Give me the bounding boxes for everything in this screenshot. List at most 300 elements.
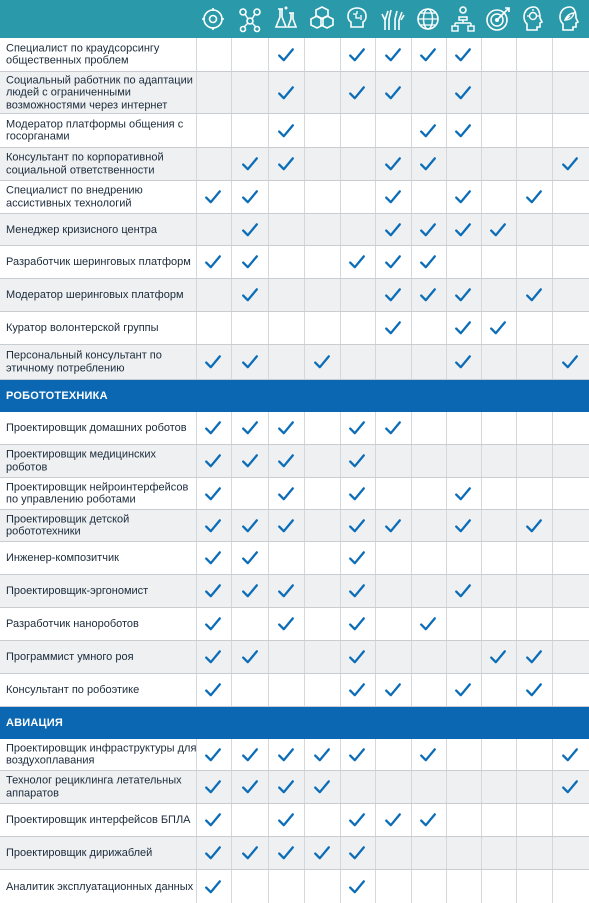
checkmark-icon: [454, 221, 472, 239]
table-row: [0, 674, 589, 707]
column-divider: [411, 345, 412, 379]
checkmark-icon: [277, 778, 295, 796]
table-row: [0, 445, 589, 478]
profession-label: Программист умного роя: [6, 650, 134, 663]
table-row: [0, 279, 589, 312]
column-divider: [375, 739, 376, 770]
column-divider: [340, 510, 341, 541]
column-divider: [446, 608, 447, 640]
column-divider: [481, 246, 482, 278]
column-divider: [446, 246, 447, 278]
column-divider: [231, 214, 232, 245]
column-divider: [446, 837, 447, 869]
checkmark-icon: [419, 253, 437, 271]
checkmark-icon: [454, 517, 472, 535]
column-divider: [516, 641, 517, 673]
brain-gear-icon: [199, 4, 227, 34]
column-divider: [304, 739, 305, 770]
column-divider: [340, 148, 341, 180]
column-divider: [268, 181, 269, 213]
checkmark-icon: [384, 155, 402, 173]
profession-label: Инженер-композитчик: [6, 551, 119, 564]
checkmark-icon: [241, 648, 259, 666]
column-divider: [268, 148, 269, 180]
header-bar: [0, 0, 589, 38]
column-divider: [552, 837, 553, 869]
checkmark-icon: [241, 778, 259, 796]
column-divider: [552, 608, 553, 640]
checkmark-icon: [384, 46, 402, 64]
checkmark-icon: [454, 681, 472, 699]
column-divider: [340, 345, 341, 379]
cubes-icon: [308, 4, 336, 34]
checkmark-icon: [348, 648, 366, 666]
column-divider: [446, 641, 447, 673]
checkmark-icon: [204, 549, 222, 567]
column-divider: [446, 510, 447, 541]
table-row: [0, 246, 589, 279]
column-divider: [446, 445, 447, 477]
column-divider: [268, 837, 269, 869]
checkmark-icon: [241, 221, 259, 239]
checkmark-icon: [241, 188, 259, 206]
checkmark-icon: [204, 811, 222, 829]
column-divider: [552, 445, 553, 477]
column-divider: [552, 870, 553, 903]
column-divider: [304, 674, 305, 706]
column-divider: [375, 181, 376, 213]
column-divider: [340, 72, 341, 113]
column-divider: [411, 148, 412, 180]
checkmark-icon: [348, 517, 366, 535]
column-divider: [375, 445, 376, 477]
checkmark-icon: [561, 746, 579, 764]
checkmark-icon: [525, 517, 543, 535]
column-divider: [268, 608, 269, 640]
column-divider: [231, 575, 232, 607]
column-divider: [375, 837, 376, 869]
table-row: [0, 837, 589, 870]
table-row: [0, 608, 589, 641]
column-divider: [552, 38, 553, 71]
column-divider: [552, 246, 553, 278]
column-divider: [516, 114, 517, 147]
column-divider: [411, 542, 412, 574]
column-divider: [268, 114, 269, 147]
column-divider: [411, 674, 412, 706]
column-divider: [552, 510, 553, 541]
checkmark-icon: [348, 844, 366, 862]
column-divider: [411, 38, 412, 71]
column-divider: [481, 412, 482, 444]
checkmark-icon: [313, 778, 331, 796]
column-divider: [340, 804, 341, 836]
column-divider: [552, 72, 553, 113]
column-divider: [552, 804, 553, 836]
column-divider: [411, 575, 412, 607]
column-divider: [516, 246, 517, 278]
column-divider: [268, 575, 269, 607]
column-divider: [446, 72, 447, 113]
checkmark-icon: [348, 615, 366, 633]
column-divider: [552, 214, 553, 245]
checkmark-icon: [525, 648, 543, 666]
column-divider: [340, 739, 341, 770]
checkmark-icon: [204, 253, 222, 271]
column-divider: [340, 542, 341, 574]
column-divider: [552, 674, 553, 706]
column-divider: [340, 641, 341, 673]
checkmark-icon: [241, 549, 259, 567]
column-divider: [552, 114, 553, 147]
checkmark-icon: [241, 517, 259, 535]
lightbulb-head-icon: [520, 4, 548, 34]
column-divider: [340, 246, 341, 278]
section-header: [0, 707, 589, 739]
checkmark-icon: [204, 582, 222, 600]
checkmark-icon: [313, 353, 331, 371]
checkmark-icon: [384, 419, 402, 437]
profession-label: Модератор шеринговых платформ: [6, 288, 184, 301]
column-divider: [304, 870, 305, 903]
profession-label: Разработчик шеринговых платформ: [6, 255, 191, 268]
column-divider: [268, 72, 269, 113]
checkmark-icon: [241, 353, 259, 371]
column-divider: [516, 608, 517, 640]
checkmark-icon: [204, 878, 222, 896]
column-divider: [481, 608, 482, 640]
column-divider: [481, 542, 482, 574]
profession-label: Проектировщик нейроинтерфейсов по управлению роботами: [6, 481, 189, 506]
table-row: [0, 312, 589, 345]
table-row: [0, 641, 589, 674]
column-divider: [552, 771, 553, 803]
checkmark-icon: [204, 419, 222, 437]
column-divider: [268, 445, 269, 477]
column-divider: [304, 214, 305, 245]
section-title: АВИАЦИЯ: [6, 717, 63, 729]
column-divider: [268, 279, 269, 311]
checkmark-icon: [525, 188, 543, 206]
column-divider: [411, 214, 412, 245]
column-divider: [304, 608, 305, 640]
column-divider: [446, 312, 447, 344]
column-divider: [552, 345, 553, 379]
column-divider: [304, 510, 305, 541]
column-divider: [375, 804, 376, 836]
checkmark-icon: [313, 746, 331, 764]
column-divider: [516, 312, 517, 344]
column-divider: [340, 870, 341, 903]
table-row: [0, 148, 589, 181]
column-divider: [340, 312, 341, 344]
checkmark-icon: [204, 353, 222, 371]
checkmark-icon: [277, 485, 295, 503]
checkmark-icon: [384, 253, 402, 271]
column-divider: [304, 575, 305, 607]
column-divider: [340, 445, 341, 477]
column-divider: [481, 445, 482, 477]
column-divider: [340, 608, 341, 640]
section-title: РОБОТОТЕХНИКА: [6, 390, 108, 402]
column-divider: [304, 246, 305, 278]
column-divider: [304, 771, 305, 803]
profession-label: Проектировщик-эргономист: [6, 584, 149, 597]
column-divider: [304, 181, 305, 213]
checkmark-icon: [561, 353, 579, 371]
network-nodes-icon: [236, 4, 264, 34]
checkmark-icon: [561, 155, 579, 173]
column-divider: [231, 542, 232, 574]
column-divider: [481, 674, 482, 706]
column-divider: [304, 114, 305, 147]
column-divider: [304, 148, 305, 180]
table-row: [0, 38, 589, 72]
column-divider: [231, 674, 232, 706]
column-divider: [516, 38, 517, 71]
column-divider: [340, 38, 341, 71]
column-divider: [481, 72, 482, 113]
column-divider: [481, 804, 482, 836]
column-divider: [516, 575, 517, 607]
checkmark-icon: [277, 517, 295, 535]
column-divider: [552, 575, 553, 607]
column-divider: [516, 72, 517, 113]
column-divider: [231, 837, 232, 869]
column-divider: [481, 345, 482, 379]
checkmark-icon: [454, 582, 472, 600]
column-divider: [375, 478, 376, 509]
profession-label: Проектировщик медицинских роботов: [6, 448, 156, 473]
checkmark-icon: [204, 648, 222, 666]
column-divider: [340, 575, 341, 607]
column-divider: [268, 510, 269, 541]
column-divider: [268, 345, 269, 379]
column-divider: [304, 837, 305, 869]
checkmark-icon: [348, 878, 366, 896]
checkmark-icon: [204, 188, 222, 206]
column-divider: [375, 412, 376, 444]
column-divider: [375, 38, 376, 71]
profession-label: Консультант по робоэтике: [6, 683, 140, 696]
checkmark-icon: [277, 84, 295, 102]
checkmark-icon: [419, 122, 437, 140]
column-divider: [411, 445, 412, 477]
profession-label: Персональный консультант по этичному потреблению: [6, 349, 162, 374]
column-divider: [268, 312, 269, 344]
column-divider: [411, 804, 412, 836]
table-row: [0, 575, 589, 608]
checkmark-icon: [348, 811, 366, 829]
column-divider: [231, 279, 232, 311]
column-divider: [446, 542, 447, 574]
column-divider: [304, 478, 305, 509]
checkmark-icon: [419, 746, 437, 764]
column-divider: [481, 575, 482, 607]
checkmark-icon: [561, 778, 579, 796]
column-divider: [411, 114, 412, 147]
column-divider: [411, 246, 412, 278]
column-divider: [552, 739, 553, 770]
column-divider: [375, 641, 376, 673]
checkmark-icon: [204, 778, 222, 796]
checkmark-icon: [419, 286, 437, 304]
column-divider: [340, 837, 341, 869]
profession-label: Модератор платформы общения с госорганами: [6, 118, 184, 143]
checkmark-icon: [313, 844, 331, 862]
column-divider: [446, 279, 447, 311]
checkmark-icon: [384, 681, 402, 699]
column-divider: [516, 279, 517, 311]
column-divider: [411, 608, 412, 640]
column-divider: [231, 478, 232, 509]
column-divider: [516, 478, 517, 509]
column-divider: [481, 739, 482, 770]
column-divider: [481, 181, 482, 213]
checkmark-icon: [348, 419, 366, 437]
checkmark-icon: [384, 286, 402, 304]
profession-label: Проектировщик дирижаблей: [6, 846, 153, 859]
column-divider: [375, 771, 376, 803]
column-divider: [231, 345, 232, 379]
checkmark-icon: [277, 122, 295, 140]
column-divider: [231, 804, 232, 836]
table-row: [0, 510, 589, 542]
column-divider: [516, 148, 517, 180]
column-divider: [516, 674, 517, 706]
checkmark-icon: [348, 253, 366, 271]
column-divider: [516, 804, 517, 836]
profession-label: Куратор волонтерской группы: [6, 321, 159, 334]
column-divider: [231, 72, 232, 113]
profession-label: Социальный работник по адаптации людей с ограниченными возможностями через интернет: [6, 73, 193, 111]
checkmark-icon: [489, 221, 507, 239]
checkmark-icon: [384, 319, 402, 337]
checkmark-icon: [419, 46, 437, 64]
column-divider: [375, 870, 376, 903]
checkmark-icon: [489, 648, 507, 666]
column-divider: [411, 771, 412, 803]
column-divider: [516, 771, 517, 803]
column-divider: [411, 279, 412, 311]
table-row: [0, 771, 589, 804]
profession-label: Технолог рециклинга летательных аппаратов: [6, 774, 182, 799]
column-divider: [516, 510, 517, 541]
column-divider: [231, 38, 232, 71]
column-divider: [446, 38, 447, 71]
column-divider: [304, 312, 305, 344]
column-divider: [411, 181, 412, 213]
column-divider: [481, 279, 482, 311]
column-divider: [481, 771, 482, 803]
checkmark-icon: [241, 419, 259, 437]
column-divider: [375, 72, 376, 113]
checkmark-icon: [419, 811, 437, 829]
table-row: [0, 478, 589, 510]
checkmark-icon: [277, 582, 295, 600]
column-divider: [446, 771, 447, 803]
column-divider: [231, 412, 232, 444]
column-divider: [481, 148, 482, 180]
checkmark-icon: [241, 155, 259, 173]
column-divider: [231, 246, 232, 278]
checkmark-icon: [204, 615, 222, 633]
column-divider: [411, 412, 412, 444]
checkmark-icon: [489, 319, 507, 337]
column-divider: [304, 345, 305, 379]
column-divider: [268, 542, 269, 574]
column-divider: [516, 445, 517, 477]
column-divider: [375, 575, 376, 607]
column-divider: [231, 445, 232, 477]
column-divider: [304, 412, 305, 444]
table-row: [0, 739, 589, 771]
checkmark-icon: [454, 353, 472, 371]
column-divider: [375, 542, 376, 574]
checkmark-icon: [384, 811, 402, 829]
column-divider: [481, 641, 482, 673]
column-divider: [375, 214, 376, 245]
checkmark-icon: [277, 155, 295, 173]
flowchart-person-icon: [449, 4, 477, 34]
profession-label: Специалист по краудсорсингу общественных проблем: [6, 42, 160, 67]
column-divider: [552, 542, 553, 574]
table-row: [0, 181, 589, 214]
checkmark-icon: [241, 844, 259, 862]
column-divider: [340, 478, 341, 509]
profession-label: Консультант по корпоративной социальной ответственности: [6, 151, 164, 176]
column-divider: [268, 246, 269, 278]
column-divider: [304, 38, 305, 71]
checkmark-icon: [241, 452, 259, 470]
brain-circuit-icon: [343, 4, 371, 34]
table-row: [0, 804, 589, 837]
column-divider: [446, 674, 447, 706]
column-divider: [516, 214, 517, 245]
checkmark-icon: [348, 582, 366, 600]
column-divider: [411, 739, 412, 770]
column-divider: [446, 181, 447, 213]
checkmark-icon: [204, 746, 222, 764]
checkmark-icon: [454, 84, 472, 102]
checkmark-icon: [454, 286, 472, 304]
column-divider: [268, 214, 269, 245]
checkmark-icon: [277, 811, 295, 829]
column-divider: [516, 739, 517, 770]
column-divider: [446, 870, 447, 903]
column-divider: [268, 412, 269, 444]
column-divider: [446, 345, 447, 379]
column-divider: [304, 445, 305, 477]
column-divider: [481, 837, 482, 869]
checkmark-icon: [454, 319, 472, 337]
column-divider: [481, 510, 482, 541]
column-divider: [268, 870, 269, 903]
checkmark-icon: [204, 681, 222, 699]
checkmark-icon: [277, 419, 295, 437]
checkmark-icon: [525, 286, 543, 304]
profession-label: Разработчик нанороботов: [6, 617, 139, 630]
column-divider: [552, 641, 553, 673]
column-divider: [446, 114, 447, 147]
column-divider: [340, 181, 341, 213]
checkmark-icon: [454, 188, 472, 206]
checkmark-icon: [525, 681, 543, 699]
column-divider: [481, 870, 482, 903]
checkmark-icon: [348, 746, 366, 764]
column-divider: [481, 38, 482, 71]
column-divider: [411, 510, 412, 541]
